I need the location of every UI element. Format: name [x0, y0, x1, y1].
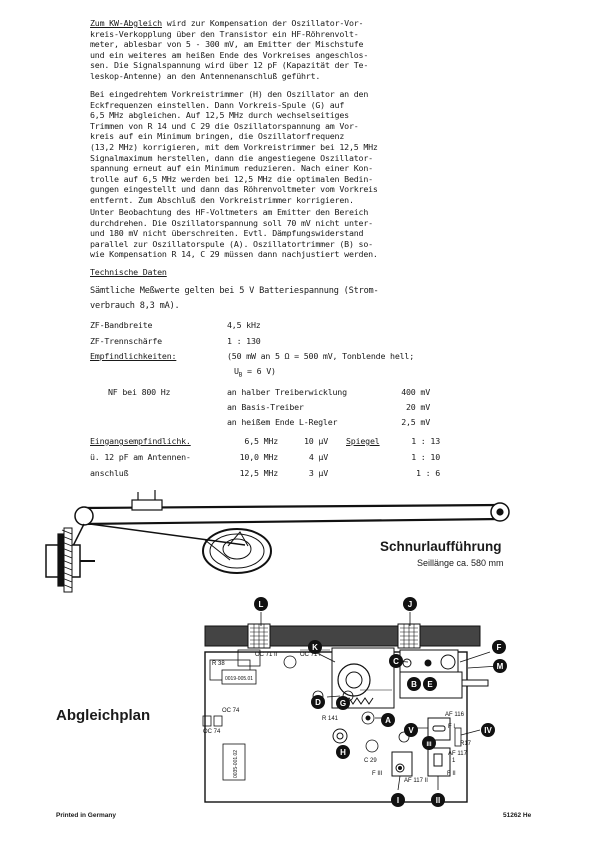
input-label-line: Eingangsempfindlichk.	[90, 436, 191, 446]
callout-label: A	[385, 716, 391, 725]
input-label-line: anschluß	[90, 468, 129, 478]
cord-length: Seillänge ca. 580 mm	[417, 558, 504, 568]
p3-line: parallel zur Oszillatorspule (A). Oszillatortrimmer (B) so-	[90, 238, 373, 249]
input-freq: 12,5 MHz	[239, 468, 278, 478]
p2-line: Trimmen von R 14 und C 29 die Oszillatorspannung am Vor-	[90, 120, 359, 131]
nf-row-value: 2,5 mV	[401, 417, 430, 427]
spiegel-label: Spiegel	[346, 436, 380, 446]
nf-row-label: an halber Treiberwicklung	[227, 387, 347, 397]
sensitivity-label: Empfindlichkeiten:	[90, 351, 177, 361]
p2-line: Eckfrequenzen einstellen. Dann Vorkreis-Spule (G) auf	[90, 99, 345, 110]
sensitivity-note-1: (50 mW an 5 Ω = 500 mV, Tonblende hell;	[227, 351, 415, 361]
zf-selectivity-label: ZF-Trennschärfe	[90, 336, 162, 346]
nf-row-label: an heißem Ende L-Regler	[227, 417, 338, 427]
nf-label: NF bei 800 Hz	[108, 387, 171, 397]
callout-label: III	[426, 742, 432, 748]
callout-label: I	[396, 796, 400, 805]
callout-label: M	[496, 662, 504, 671]
callout-label: L	[258, 600, 264, 609]
input-volt: 10 µV	[304, 436, 328, 446]
board-oc74b: OC 74	[203, 729, 221, 735]
p2-line: kreis auf ein Minimum bringen, die Oszillatorfrequenz	[90, 131, 345, 142]
callout-label: V	[408, 726, 414, 735]
zf-bandwidth-value: 4,5 kHz	[227, 320, 261, 330]
input-freq: 10,0 MHz	[239, 452, 278, 462]
p1-line: leskop-Antenne) an den Antennenanschluß geführt.	[90, 70, 321, 81]
callout-label: II	[435, 796, 441, 805]
callout-label: B	[411, 680, 417, 689]
zf-bandwidth-label: ZF-Bandbreite	[90, 320, 153, 330]
p2-line: Bei eingedrehtem Vorkreistrimmer (H) den Oszillator an den	[90, 89, 369, 99]
image-ratio: 1 : 13	[411, 436, 440, 446]
footer-printed: Printed in Germany	[56, 812, 116, 819]
tech-intro-line: Sämtliche Meßwerte gelten bei 5 V Batteriespannung (Strom-	[90, 286, 379, 296]
p1-line: kreis-Verkopplung über den Transistor ein HF-Röhrenvolt-	[90, 28, 359, 39]
p1-line: Zum KW-Abgleich wird zur Kompensation der Oszillator-Vor-	[90, 18, 364, 28]
board-fi: F I	[448, 724, 455, 730]
p3-line: Unter Beobachtung des HF-Voltmeters am Emitter den Bereich	[90, 207, 369, 217]
p3-line: und 180 mV nicht überschreiten. Evtl. Dämpfungswiderstand	[90, 228, 364, 239]
board-oc71b: OC 71 I	[300, 652, 321, 658]
callout-label: C	[393, 657, 399, 666]
p2-line: entfernt. Zum Abschluß den Vorkreistrimmer korrigieren.	[90, 194, 354, 205]
p3-line: durchdrehen. Die Oszillatorspannung soll 70 mV nicht unter-	[90, 217, 373, 228]
input-freq: 6,5 MHz	[244, 436, 278, 446]
board-one: 1	[452, 758, 456, 764]
board-oc71a: OC 71 II	[255, 652, 278, 658]
board-af116: AF 116	[445, 712, 464, 718]
callout-label: J	[407, 600, 413, 609]
nf-row-value: 400 mV	[401, 387, 430, 397]
callout-label: IV	[484, 726, 492, 735]
board-fii: F II	[447, 771, 456, 777]
p3-line: wie Kompensation R 14, C 29 müssen dann nachjustiert werden.	[90, 249, 378, 260]
heading-technische-daten: Technische Daten	[90, 267, 167, 277]
p1-line: sen. Die Signalspannung wird über 12 pF (Kapazität der Te-	[90, 60, 369, 71]
board-mod2: 0035-001.02	[233, 749, 239, 778]
callout-label: E	[427, 680, 433, 689]
p2-line: (13,2 MHz) korrigieren, mit dem Vorkreistrimmer bei 12,5 MHz	[90, 141, 378, 152]
sensitivity-note-2: $U_B = 6$ V)	[234, 366, 276, 379]
p2-line: spannung erneut auf ein Minimum reduzieren. Nach einer Kon-	[90, 163, 373, 174]
align-title: Abgleichplan	[56, 707, 151, 724]
nf-row-label: an Basis-Treiber	[227, 402, 304, 412]
p2-line: gungen eingestellt und dann das Röhrenvoltmeter vom Vorkreis	[90, 184, 378, 195]
cord-title: Schnurlaufführung	[380, 539, 502, 554]
board-r141: R 141	[322, 716, 339, 722]
input-volt: 4 µV	[308, 452, 328, 462]
input-volt: 3 µV	[308, 468, 328, 478]
p2-line: 6,5 MHz abgleichen. Auf 12,5 MHz durch wechselseitiges	[90, 110, 349, 121]
board-mod1: 0019-005.01	[225, 676, 254, 682]
image-ratio: 1 : 10	[411, 452, 440, 462]
callout-label: D	[315, 698, 321, 707]
callout-label: F	[496, 643, 502, 652]
image-ratio: 1 : 6	[416, 468, 440, 478]
board-af117: AF 117	[448, 751, 467, 757]
board-oc74a: OC 74	[222, 708, 240, 714]
board-c29: C 29	[364, 758, 377, 764]
p2-line: trolle auf 6,5 MHz werden bei 12,5 MHz die optimalen Bedin-	[90, 173, 373, 184]
p1-lead: Zum KW-Abgleich	[90, 18, 162, 28]
callout-label: H	[340, 748, 346, 757]
callout-label: K	[312, 643, 318, 652]
board-af117b: AF 117 II	[404, 778, 428, 784]
nf-row-value: 20 mV	[406, 402, 430, 412]
p1-line: und ein weiteres am heißen Ende des Vorkreises angeschlos-	[90, 49, 369, 60]
input-label-line: ü. 12 pF am Antennen-	[90, 452, 191, 462]
callout-label: G	[339, 699, 347, 708]
footer-number: 51262 He	[503, 812, 532, 819]
tech-intro-line: verbrauch 8,3 mA).	[90, 301, 180, 311]
zf-selectivity-value: 1 : 130	[227, 336, 261, 346]
p2-line: Signalmaximum herstellen, dann die angestiegene Oszillator-	[90, 152, 373, 163]
board-r38: R 38	[212, 661, 225, 667]
board-fiii: F III	[372, 771, 383, 777]
board-r17: R17	[460, 741, 472, 747]
p1-line: meter, ablesbar von 5 - 300 mV, am Emitter der Mischstufe	[90, 39, 364, 50]
